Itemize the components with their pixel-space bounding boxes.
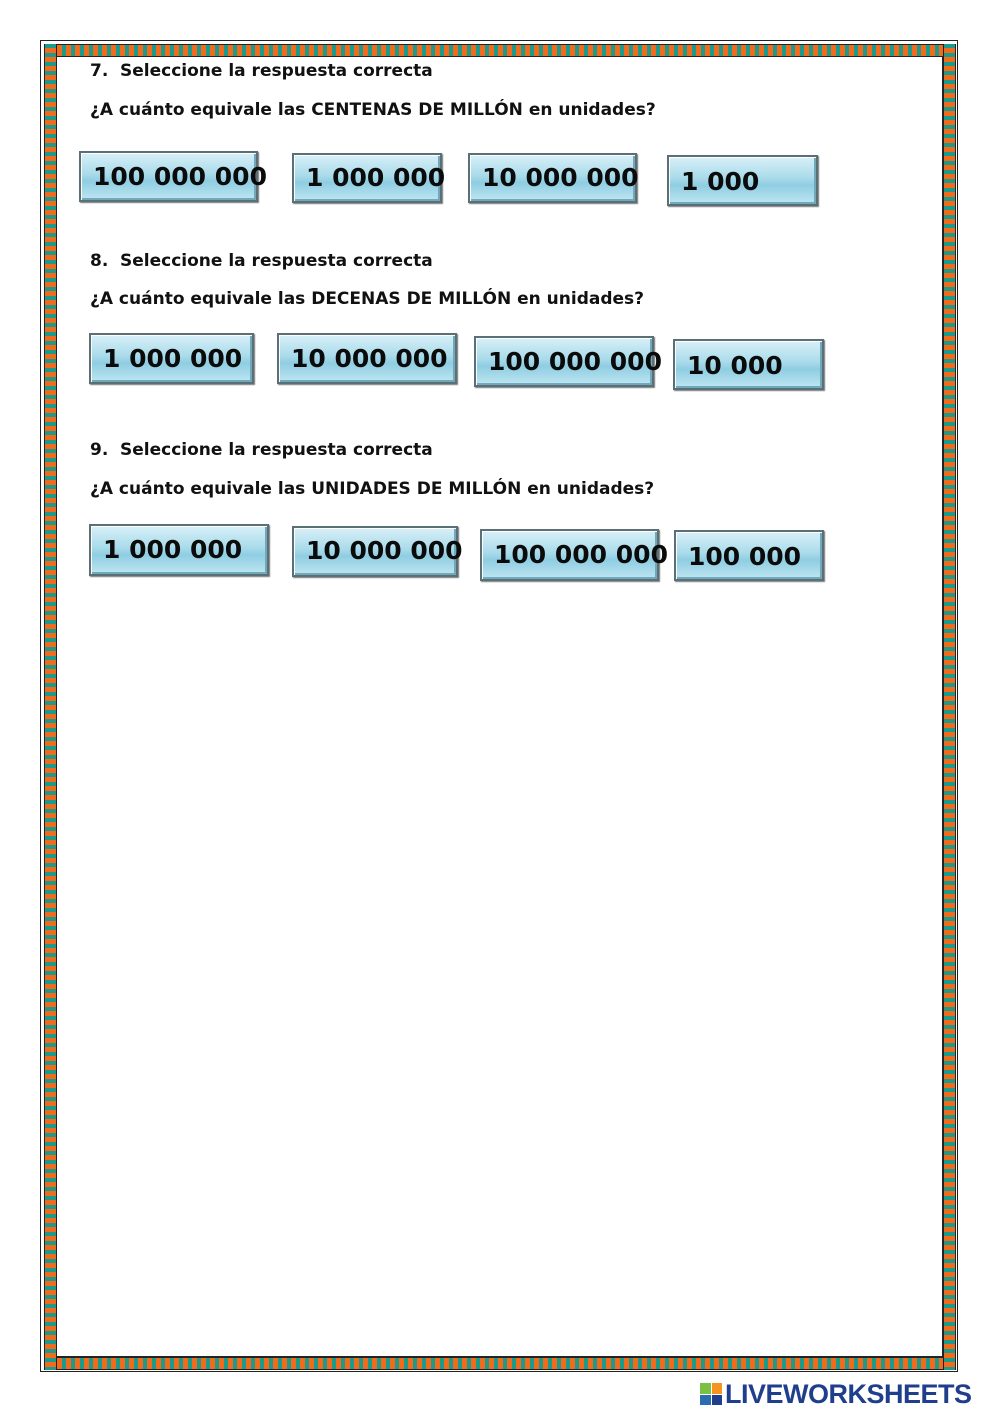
question-7-text: ¿A cuánto equivale las CENTENAS DE MILLÓN en unidades?: [90, 100, 656, 120]
logo-icon: [700, 1383, 722, 1405]
q7-option-3[interactable]: 10 000 000: [468, 153, 637, 203]
q9-option-3[interactable]: 100 000 000: [480, 529, 659, 581]
instruction-text: Seleccione la respuesta correcta: [120, 61, 433, 81]
decorative-border-right: [943, 44, 956, 1370]
q8-option-2[interactable]: 10 000 000: [277, 333, 457, 384]
question-9-instruction: [90, 440, 433, 460]
question-7-instruction: [90, 61, 433, 81]
q9-option-4[interactable]: 100 000: [674, 530, 824, 581]
question-8-text: ¿A cuánto equivale las DECENAS DE MILLÓN en unidades?: [90, 289, 645, 309]
instruction-text: Seleccione la respuesta correcta: [120, 440, 433, 460]
question-9-text: ¿A cuánto equivale las UNIDADES DE MILLÓN en unidades?: [90, 479, 655, 499]
q7-option-4[interactable]: 1 000: [667, 155, 818, 206]
instruction-text: Seleccione la respuesta correcta: [120, 251, 433, 271]
q9-option-1[interactable]: 1 000 000: [89, 524, 269, 576]
decorative-border-bottom: [44, 1357, 954, 1370]
question-8-instruction: [90, 251, 433, 271]
question-number: 8.: [90, 251, 109, 271]
q8-option-4[interactable]: 10 000: [673, 339, 824, 390]
liveworksheets-logo[interactable]: [700, 1380, 972, 1408]
q9-option-2[interactable]: 10 000 000: [292, 526, 458, 577]
question-number: 7.: [90, 61, 109, 81]
q8-option-3[interactable]: 100 000 000: [474, 336, 654, 387]
question-number: 9.: [90, 440, 109, 460]
q7-option-2[interactable]: 1 000 000: [292, 153, 442, 203]
logo-text: LIVEWORKSHEETS: [725, 1378, 972, 1409]
q7-option-1[interactable]: 100 000 000: [79, 151, 258, 202]
q8-option-1[interactable]: 1 000 000: [89, 333, 254, 384]
